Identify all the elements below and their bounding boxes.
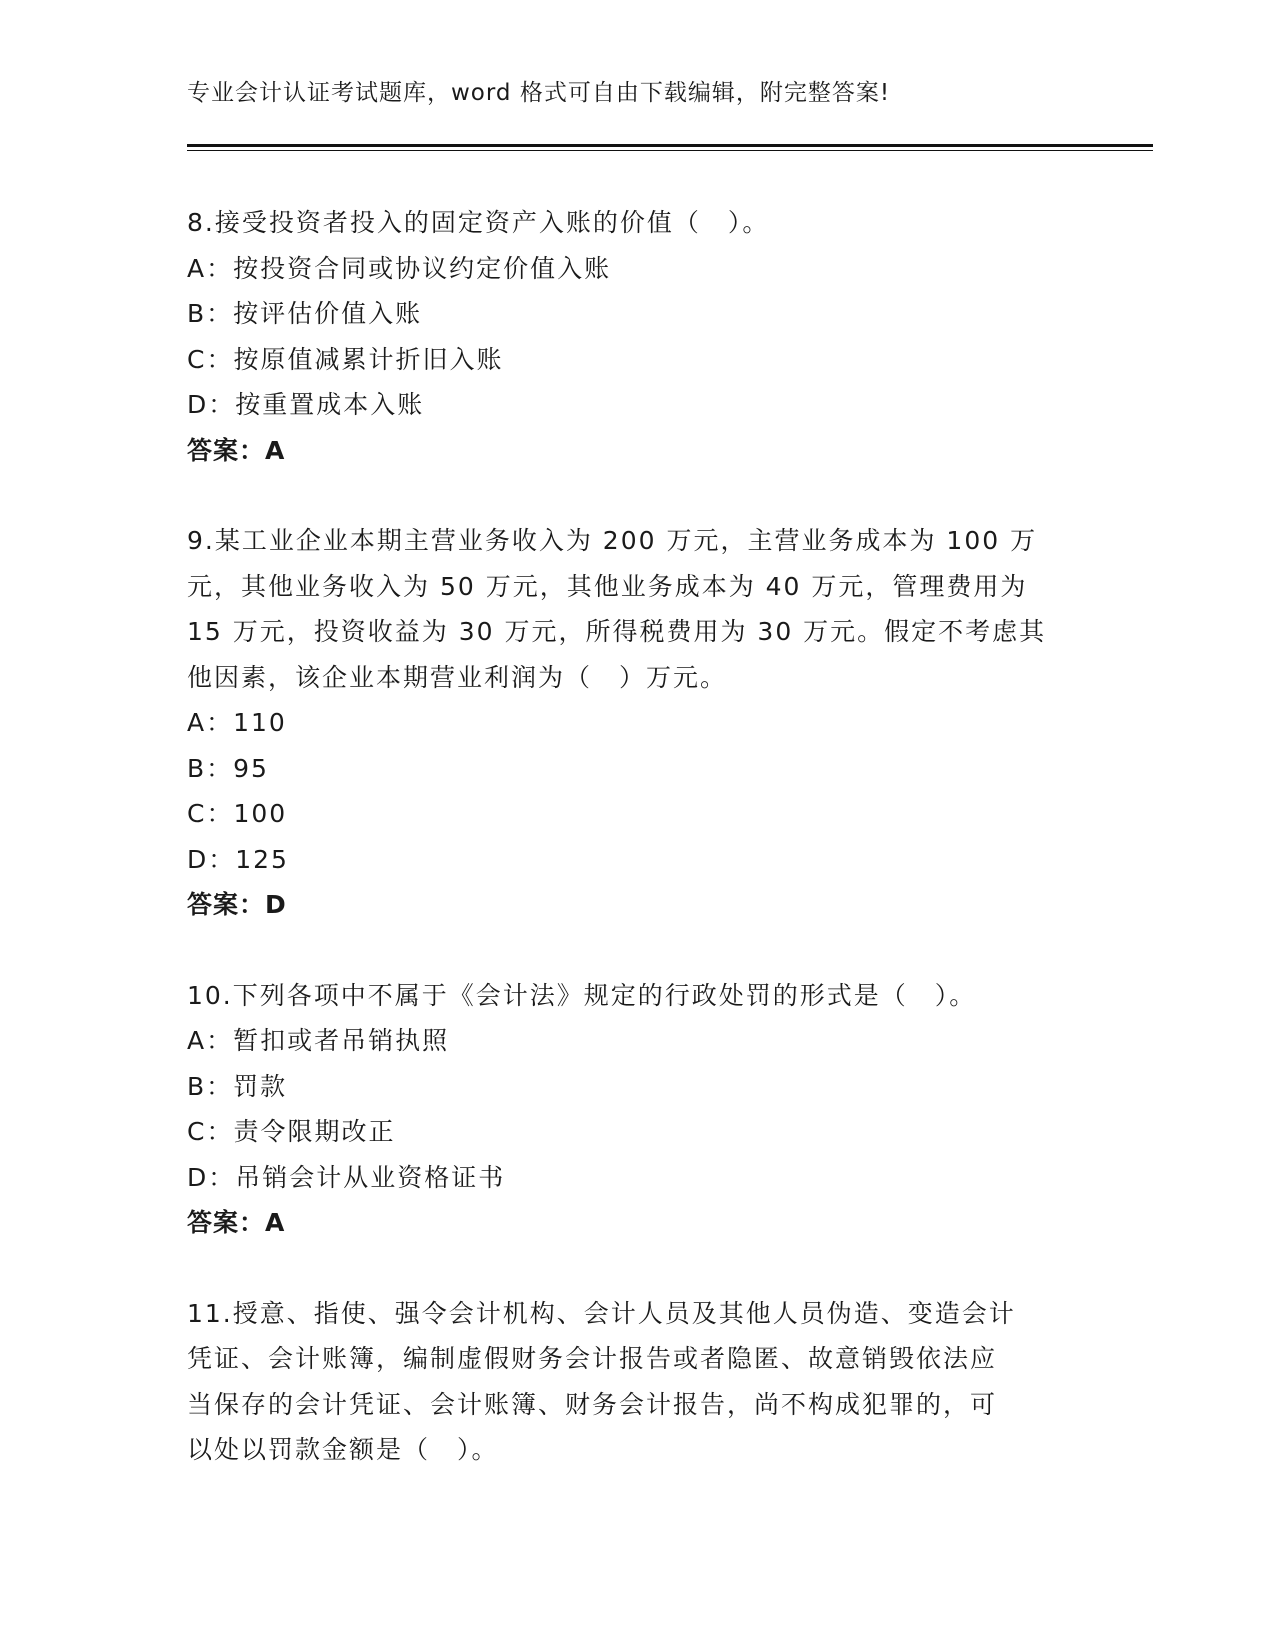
stem-line: 他因素，该企业本期营业利润为（ ）万元。 — [187, 662, 728, 692]
stem-line: 9.某工业企业本期主营业务收入为 200 万元，主营业务成本为 100 万 — [187, 526, 1038, 555]
answer-label: 答案：A — [187, 1208, 286, 1237]
header-divider-thin — [187, 150, 1153, 151]
option-b: B：95 — [187, 753, 269, 783]
stem-line: 15 万元，投资收益为 30 万元，所得税费用为 30 万元。假定不考虑其 — [187, 617, 1047, 646]
header-divider-thick — [187, 144, 1153, 147]
stem-line: 10.下列各项中不属于《会计法》规定的行政处罚的形式是（ ）。 — [187, 980, 977, 1010]
option-a: A：110 — [187, 708, 287, 737]
stem-line: 11.授意、指使、强令会计机构、会计人员及其他人员伪造、变造会计 — [187, 1298, 1016, 1328]
option-d: D：吊销会计从业资格证书 — [187, 1162, 506, 1192]
option-c: C：责令限期改正 — [187, 1117, 396, 1146]
question-stem — [187, 518, 1067, 700]
stem-line: 当保存的会计凭证、会计账簿、财务会计报告，尚不构成犯罪的，可 — [187, 1389, 998, 1419]
option-d: D：按重置成本入账 — [187, 390, 425, 419]
stem-line: 8.接受投资者投入的固定资产入账的价值（ ）。 — [187, 208, 770, 237]
option-a: A：按投资合同或协议约定价值入账 — [187, 253, 612, 283]
stem-line: 元，其他业务收入为 50 万元，其他业务成本为 40 万元，管理费用为 — [187, 571, 1028, 601]
option-c: C：按原值减累计折旧入账 — [187, 344, 504, 374]
answer-label: 答案：D — [187, 890, 287, 919]
stem-line: 凭证、会计账簿，编制虚假财务会计报告或者隐匿、故意销毁依法应 — [187, 1344, 998, 1373]
option-b: B：罚款 — [187, 1071, 288, 1101]
question-stem — [187, 200, 1067, 246]
page-header-text: 专业会计认证考试题库，word 格式可自由下载编辑，附完整答案! — [187, 80, 891, 106]
question-stem — [187, 1291, 1067, 1473]
question-list — [187, 200, 1067, 1518]
option-d: D：125 — [187, 844, 289, 874]
option-c: C：100 — [187, 799, 288, 828]
question-8 — [187, 200, 1067, 473]
stem-line: 以处以罚款金额是（ ）。 — [187, 1435, 499, 1464]
answer-label: 答案：A — [187, 435, 286, 465]
question-10 — [187, 973, 1067, 1246]
question-9 — [187, 518, 1067, 928]
question-stem — [187, 973, 1067, 1019]
option-b: B：按评估价值入账 — [187, 299, 423, 328]
question-11 — [187, 1291, 1067, 1473]
option-a: A：暂扣或者吊销执照 — [187, 1026, 450, 1055]
